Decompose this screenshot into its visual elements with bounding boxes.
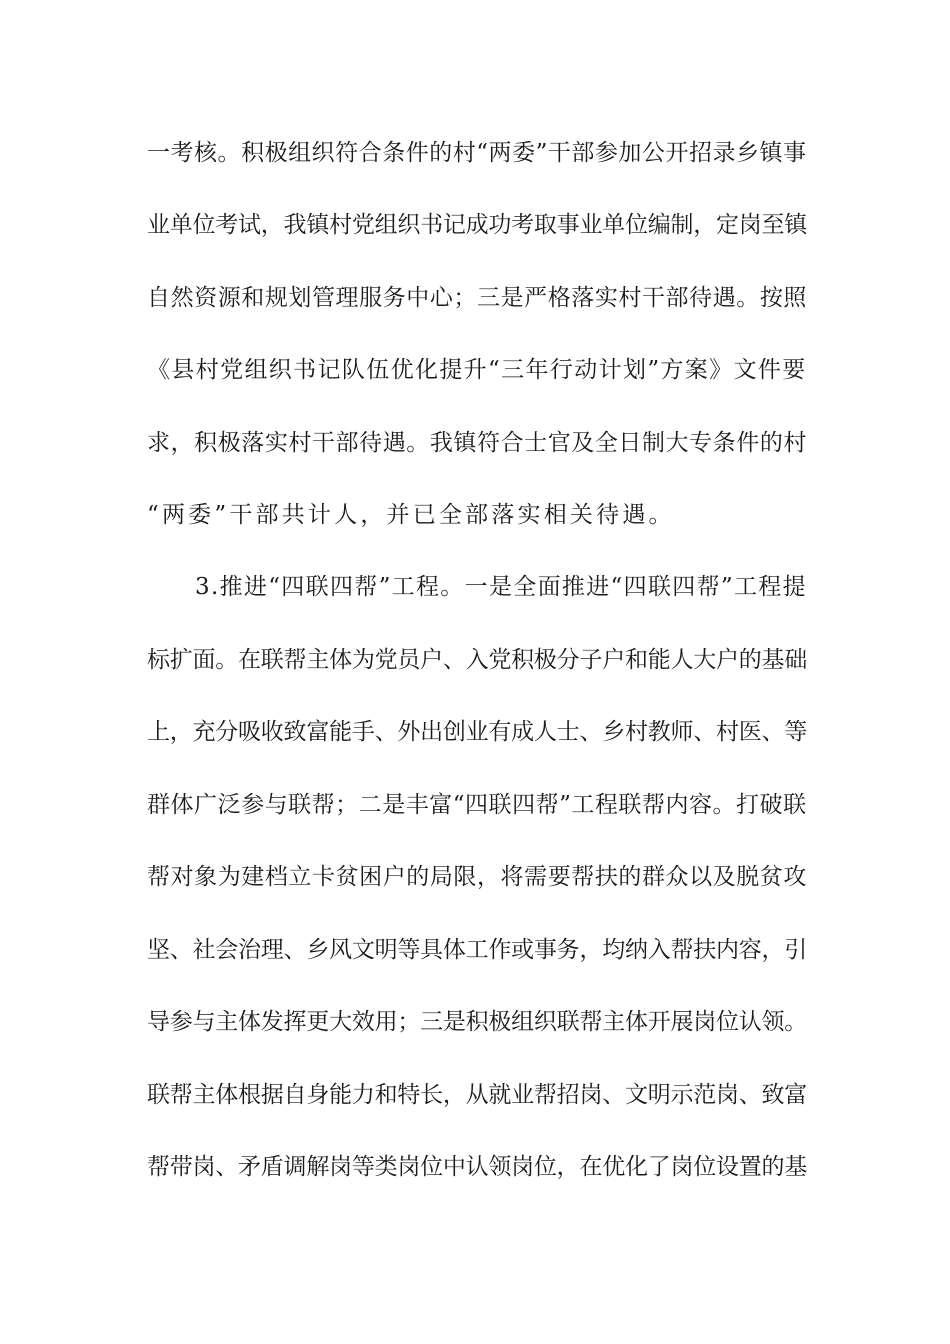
body-text-line: 业单位考试，我镇村党组织书记成功考取事业单位编制，定岗至镇 [147,212,807,238]
body-text-line: 坚、社会治理、乡风文明等具体工作或事务，均纳入帮扶内容，引 [147,937,807,963]
body-text-line: 一考核。积极组织符合条件的村“两委”干部参加公开招录乡镇事 [147,140,807,166]
body-text-line: 自然资源和规划管理服务中心；三是严格落实村干部待遇。按照 [147,285,807,311]
body-text-line: 求，积极落实村干部待遇。我镇符合士官及全日制大专条件的村 [147,430,807,456]
body-text-line: 帮带岗、矛盾调解岗等类岗位中认领岗位，在优化了岗位设置的基 [147,1154,807,1180]
section-heading-line: 3.推进“四联四帮”工程。一是全面推进“四联四帮”工程提 [195,574,807,600]
body-text-line: 上，充分吸收致富能手、外出创业有成人士、乡村教师、村医、等 [147,719,807,745]
body-text-line: 联帮主体根据自身能力和特长，从就业帮招岗、文明示范岗、致富 [147,1082,807,1108]
body-text-line: 帮对象为建档立卡贫困户的局限，将需要帮扶的群众以及脱贫攻 [147,864,807,890]
body-text-line: 导参与主体发挥更大效用；三是积极组织联帮主体开展岗位认领。 [147,1009,807,1035]
body-text-line: “两委”干部共计人，并已全部落实相关待遇。 [147,502,675,528]
body-text-line: 群体广泛参与联帮；二是丰富“四联四帮”工程联帮内容。打破联 [147,792,807,818]
body-text-line: 标扩面。在联帮主体为党员户、入党积极分子户和能人大户的基础 [147,647,807,673]
body-text-line: 《县村党组织书记队伍优化提升“三年行动计划”方案》文件要 [147,357,807,383]
